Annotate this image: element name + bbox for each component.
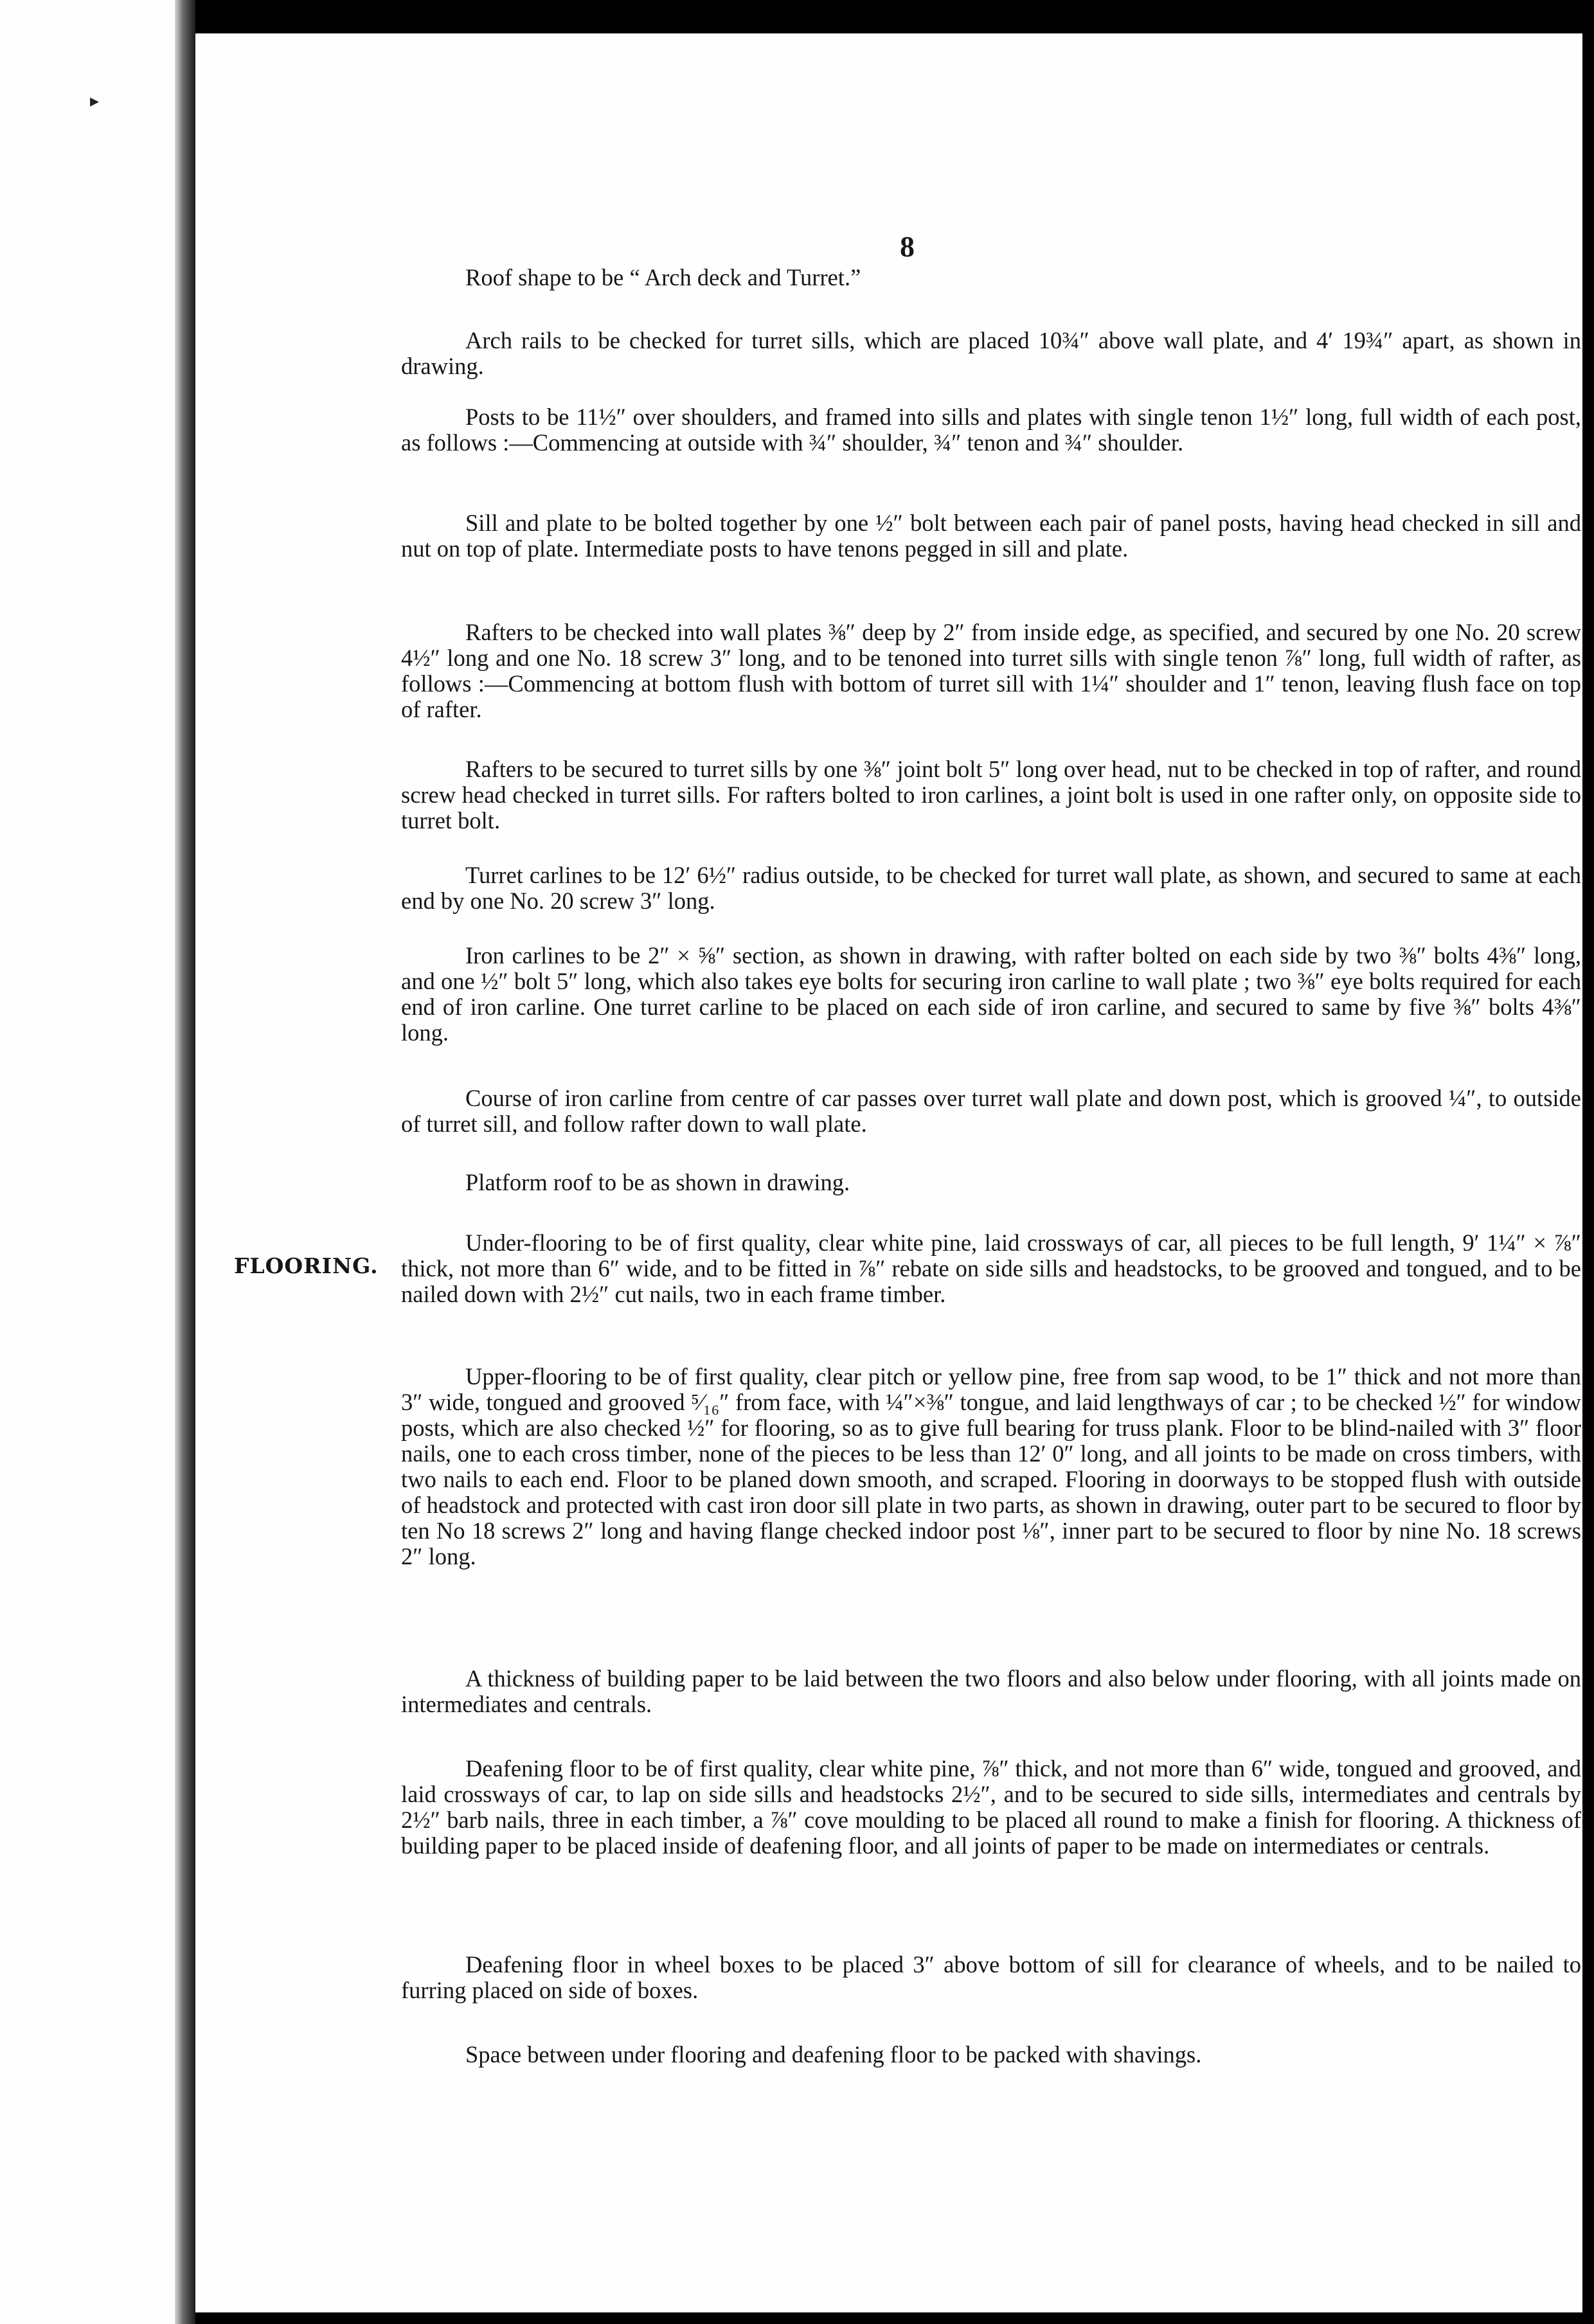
- book-gutter: [175, 0, 195, 2324]
- paragraph-building-paper: A thickness of building paper to be laid between the two floors and also below under flooring, with all joints made on intermediates and centrals.: [401, 1665, 1581, 1717]
- paragraph-turret-carlines: Turret carlines to be 12′ 6½″ radius outside, to be checked for turret wall plate, as shown, and secured to same at each end by one No. 20 screw 3″ long.: [401, 862, 1581, 914]
- paragraph-rafters-checked: Rafters to be checked into wall plates ⅜″ deep by 2″ from inside edge, as specified, and secured by one No. 20 screw 4½″ long and one No. 18 screw 3″ long, and to be tenoned into turret sills with single tenon ⅞″ long, full width of rafter, as follows :—Commencing at bottom flush with bottom of turret sill with 1¼″ shoulder and 1″ tenon, leaving flush face on top of rafter.: [401, 619, 1581, 722]
- paragraph-iron-carlines: Iron carlines to be 2″ × ⅝″ section, as shown in drawing, with rafter bolted on each side by two ⅜″ bolts 4⅜″ long, and one ½″ bolt 5″ long, which also takes eye bolts for securing iron carline to wall plate ; two ⅜″ eye bolts required for each end of iron carline. One turret carline to be placed on each side of iron carline, and secured to same by five ⅜″ bolts 4⅜″ long.: [401, 942, 1581, 1046]
- margin-mark: ▸: [90, 91, 100, 111]
- adjacent-page-edge: [0, 0, 175, 2324]
- page-number: 8: [900, 230, 915, 263]
- paragraph-posts: Posts to be 11½″ over shoulders, and framed into sills and plates with single tenon 1½″ long, full width of each post, as follows :—Commencing at outside with ¾″ shoulder, ¾″ tenon and ¾″ shoulder.: [401, 404, 1581, 456]
- paragraph-roof-shape: Roof shape to be “ Arch deck and Turret.”: [465, 264, 861, 290]
- paragraph-shavings: Space between under flooring and deafening floor to be packed with shavings.: [465, 2041, 1202, 2068]
- paragraph-rafters-secured: Rafters to be secured to turret sills by one ⅜″ joint bolt 5″ long over head, nut to be checked in top of rafter, and round screw head checked in turret sills. For rafters bolted to iron carlines, a joint bolt is used in one rafter only, on opposite side to turret bolt.: [401, 756, 1581, 834]
- paragraph-upper-flooring: Upper-flooring to be of first quality, clear pitch or yellow pine, free from sap wood, to be 1″ thick and not more than 3″ wide, tongued and grooved ⁵⁄₁₆″ from face, with ¼″×⅜″ tongue, and laid lengthways of car ; to be checked ½″ for window posts, which are also checked ½″ for flooring, so as to give full bearing for truss plank. Floor to be blind-nailed with 3″ floor nails, one to each cross timber, none of the pieces to be less than 12′ 0″ long, and all joints to be made on cross timbers, with two nails to each end. Floor to be planed down smooth, and scraped. Flooring in doorways to be stopped flush with outside of headstock and protected with cast iron door sill plate in two parts, as shown in drawing, outer part to be secured to floor by ten No 18 screws 2″ long and having flange checked indoor post ⅛″, inner part to be secured to floor by nine No. 18 screws 2″ long.: [401, 1363, 1581, 1569]
- document-page: [195, 33, 1582, 2312]
- paragraph-sill-and-plate: Sill and plate to be bolted together by one ½″ bolt between each pair of panel posts, having head checked in sill and nut on top of plate. Intermediate posts to have tenons pegged in sill and plate.: [401, 510, 1581, 562]
- paragraph-wheel-boxes: Deafening floor in wheel boxes to be placed 3″ above bottom of sill for clearance of wheels, and to be nailed to furring placed on side of boxes.: [401, 1951, 1581, 2003]
- paragraph-platform-roof: Platform roof to be as shown in drawing.: [465, 1169, 850, 1195]
- paragraph-arch-rails: Arch rails to be checked for turret sills, which are placed 10¾″ above wall plate, and 4′ 19¾″ apart, as shown in drawing.: [401, 327, 1581, 379]
- paragraph-under-flooring: Under-flooring to be of first quality, clear white pine, laid crossways of car, all pieces to be full length, 9′ 1¼″ × ⅞″ thick, not more than 6″ wide, and to be fitted in ⅞″ rebate on side sills and headstocks, to be grooved and tongued, and to be nailed down with 2½″ cut nails, two in each frame timber.: [401, 1229, 1581, 1307]
- paragraph-deafening-floor: Deafening floor to be of first quality, clear white pine, ⅞″ thick, and not more than 6″ wide, tongued and grooved, and laid crossways of car, to lap on side sills and headstocks 2½″, and to be secured to side sills, intermediates and centrals by 2½″ barb nails, three in each timber, a ⅞″ cove moulding to be placed all round to make a finish for flooring. A thickness of building paper to be placed inside of deafening floor, and all joints of paper to be made on intermediates or centrals.: [401, 1755, 1581, 1859]
- scan-right-border: [1582, 0, 1594, 2324]
- section-heading-flooring: FLOORING.: [234, 1253, 379, 1278]
- paragraph-course-of-carline: Course of iron carline from centre of car passes over turret wall plate and down post, which is grooved ¼″, to outside of turret sill, and follow rafter down to wall plate.: [401, 1085, 1581, 1137]
